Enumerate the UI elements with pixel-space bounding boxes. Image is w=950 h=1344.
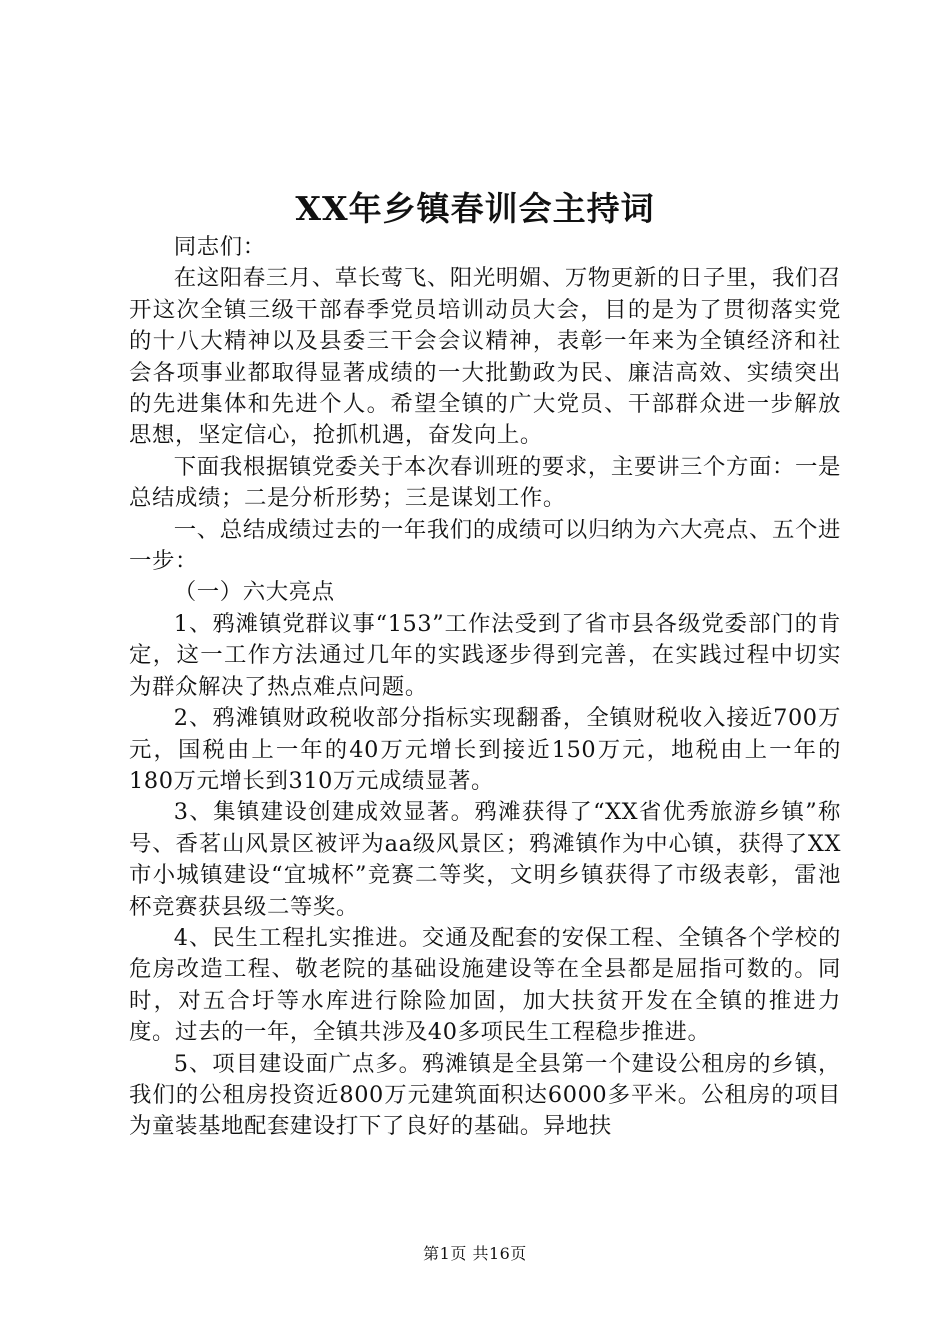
point-4: 4、民生工程扎实推进。交通及配套的安保工程、全镇各个学校的危房改造工程、敬老院的基础设施建设等在全县都是屈指可数的。同时，对五合圩等水库进行除险加固，加大扶贫开发在全镇的推进力度。过去的一年，全镇共涉及40多项民生工程稳步推进。 xyxy=(129,924,841,1046)
point-3: 3、集镇建设创建成效显著。鸦滩获得了“XX省优秀旅游乡镇”称号、香茗山风景区被评为aa级风景区；鸦滩镇作为中心镇，获得了XX市小城镇建设“宜城杯”竞赛二等奖，文明乡镇获得了市级表彰，雷池杯竞赛获县级二等奖。 xyxy=(129,799,841,920)
greeting: 同志们： xyxy=(173,234,266,260)
point-5: 5、项目建设面广点多。鸦滩镇是全县第一个建设公租房的乡镇，我们的公租房投资近800万元建筑面积达6000多平米。公租房的项目为童装基地配套建设打下了良好的基础。异地扶 xyxy=(129,1050,841,1140)
point-2: 2、鸦滩镇财政税收部分指标实现翻番，全镇财税收入接近700万元，国税由上一年的40万元增长到接近150万元，地税由上一年的180万元增长到310万元成绩显著。 xyxy=(129,705,841,794)
page-footer: 第1页 共16页 xyxy=(423,1244,527,1263)
paragraph-section-one: 一、总结成绩过去的一年我们的成绩可以归纳为六大亮点、五个进一步： xyxy=(129,516,841,575)
subheading-six-highlights: （一）六大亮点 xyxy=(173,579,335,606)
point-1: 1、鸦滩镇党群议事“153”工作法受到了省市县各级党委部门的肯定，这一工作方法通过几年的实践逐步得到完善，在实践过程中切实为群众解决了热点难点问题。 xyxy=(129,610,841,700)
paragraph-outline: 下面我根据镇党委关于本次春训班的要求，主要讲三个方面：一是总结成绩；二是分析形势；三是谋划工作。 xyxy=(129,453,841,512)
document-title: XX年乡镇春训会主持词 xyxy=(295,189,655,228)
document-body xyxy=(129,232,841,1143)
paragraph-intro: 在这阳春三月、草长莺飞、阳光明媚、万物更新的日子里，我们召开这次全镇三级干部春季党员培训动员大会，目的是为了贯彻落实党的十八大精神以及县委三干会会议精神，表彰一年来为全镇经济和社会各项事业都取得显著成绩的一大批勤政为民、廉洁高效、实绩突出的先进集体和先进个人。希望全镇的广大党员、干部群众进一步解放思想，坚定信心，抢抓机遇，奋发向上。 xyxy=(129,265,841,449)
